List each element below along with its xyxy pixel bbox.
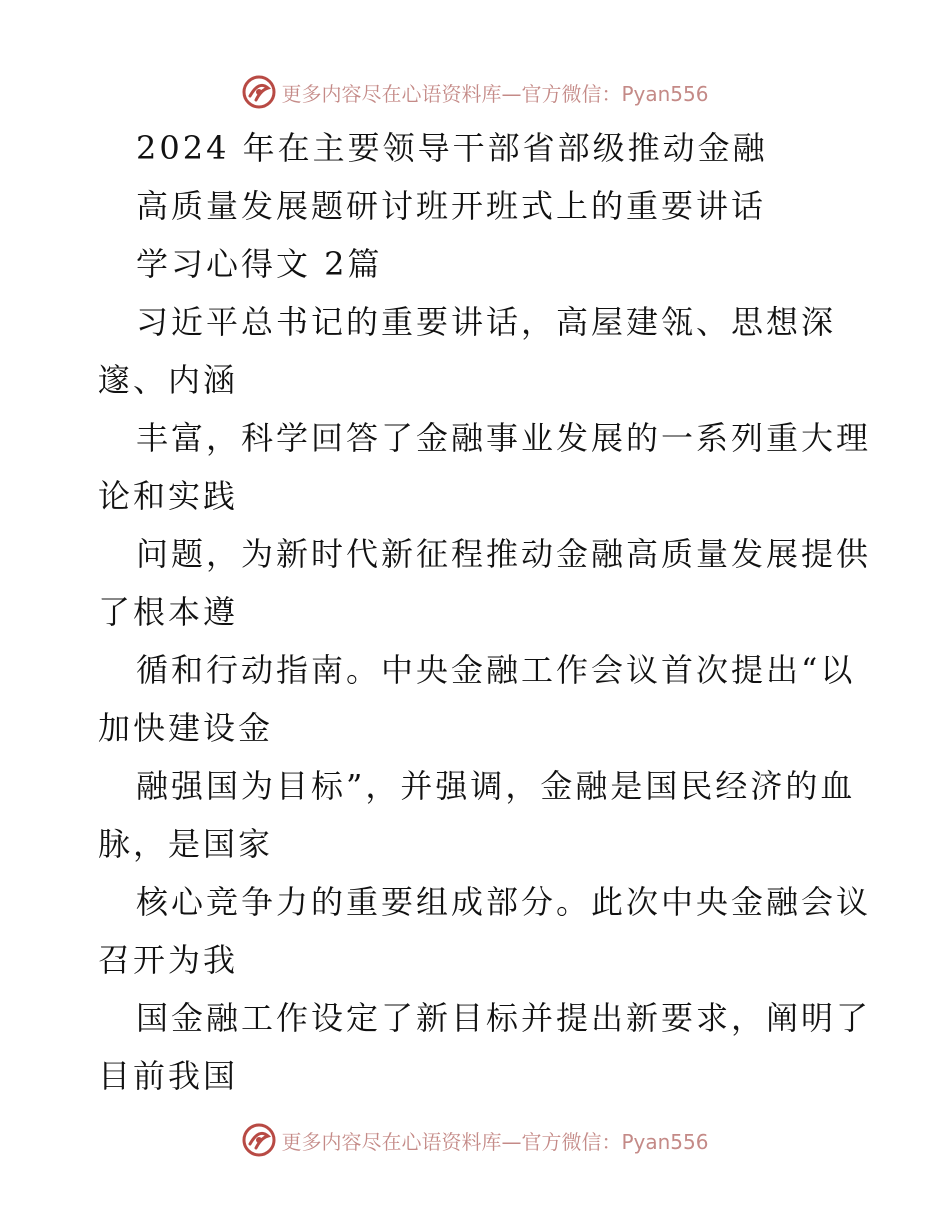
body-line: 邃、内涵 <box>98 361 239 399</box>
watermark-footer <box>0 1120 950 1160</box>
swirl-logo-icon <box>241 74 277 110</box>
body-line: 融强国为目标”，并强调，金融是国民经济的血 <box>136 767 856 805</box>
body-line: 循和行动指南。中央金融工作会议首次提出“以 <box>136 651 856 689</box>
body-line: 脉，是国家 <box>98 825 274 863</box>
body-line: 核心竞争力的重要组成部分。此次中央金融会议 <box>136 883 872 921</box>
title-line-2: 高质量发展题研讨班开班式上的重要讲话 <box>136 187 767 225</box>
body-line: 了根本遵 <box>98 593 239 631</box>
body-line: 召开为我 <box>98 941 239 979</box>
body-line: 丰富，科学回答了金融事业发展的一系列重大理 <box>136 419 872 457</box>
body-line: 国金融工作设定了新目标并提出新要求，阐明了 <box>136 999 872 1037</box>
body-line: 问题，为新时代新征程推动金融高质量发展提供 <box>136 535 872 573</box>
body-line: 目前我国 <box>98 1057 239 1095</box>
title-line-1: 2024 年在主要领导干部省部级推动金融 <box>136 129 768 167</box>
swirl-logo-icon <box>241 1122 277 1158</box>
watermark-text: 更多内容尽在心语资料库—官方微信：Pyan556 <box>281 81 709 106</box>
watermark-header <box>0 72 950 112</box>
body-line: 论和实践 <box>98 477 239 515</box>
title-line-3: 学习心得文 2篇 <box>136 245 383 283</box>
watermark-text: 更多内容尽在心语资料库—官方微信：Pyan556 <box>281 1129 709 1154</box>
body-line: 习近平总书记的重要讲话，高屋建瓴、思想深 <box>136 303 837 341</box>
body-line: 加快建设金 <box>98 709 274 747</box>
